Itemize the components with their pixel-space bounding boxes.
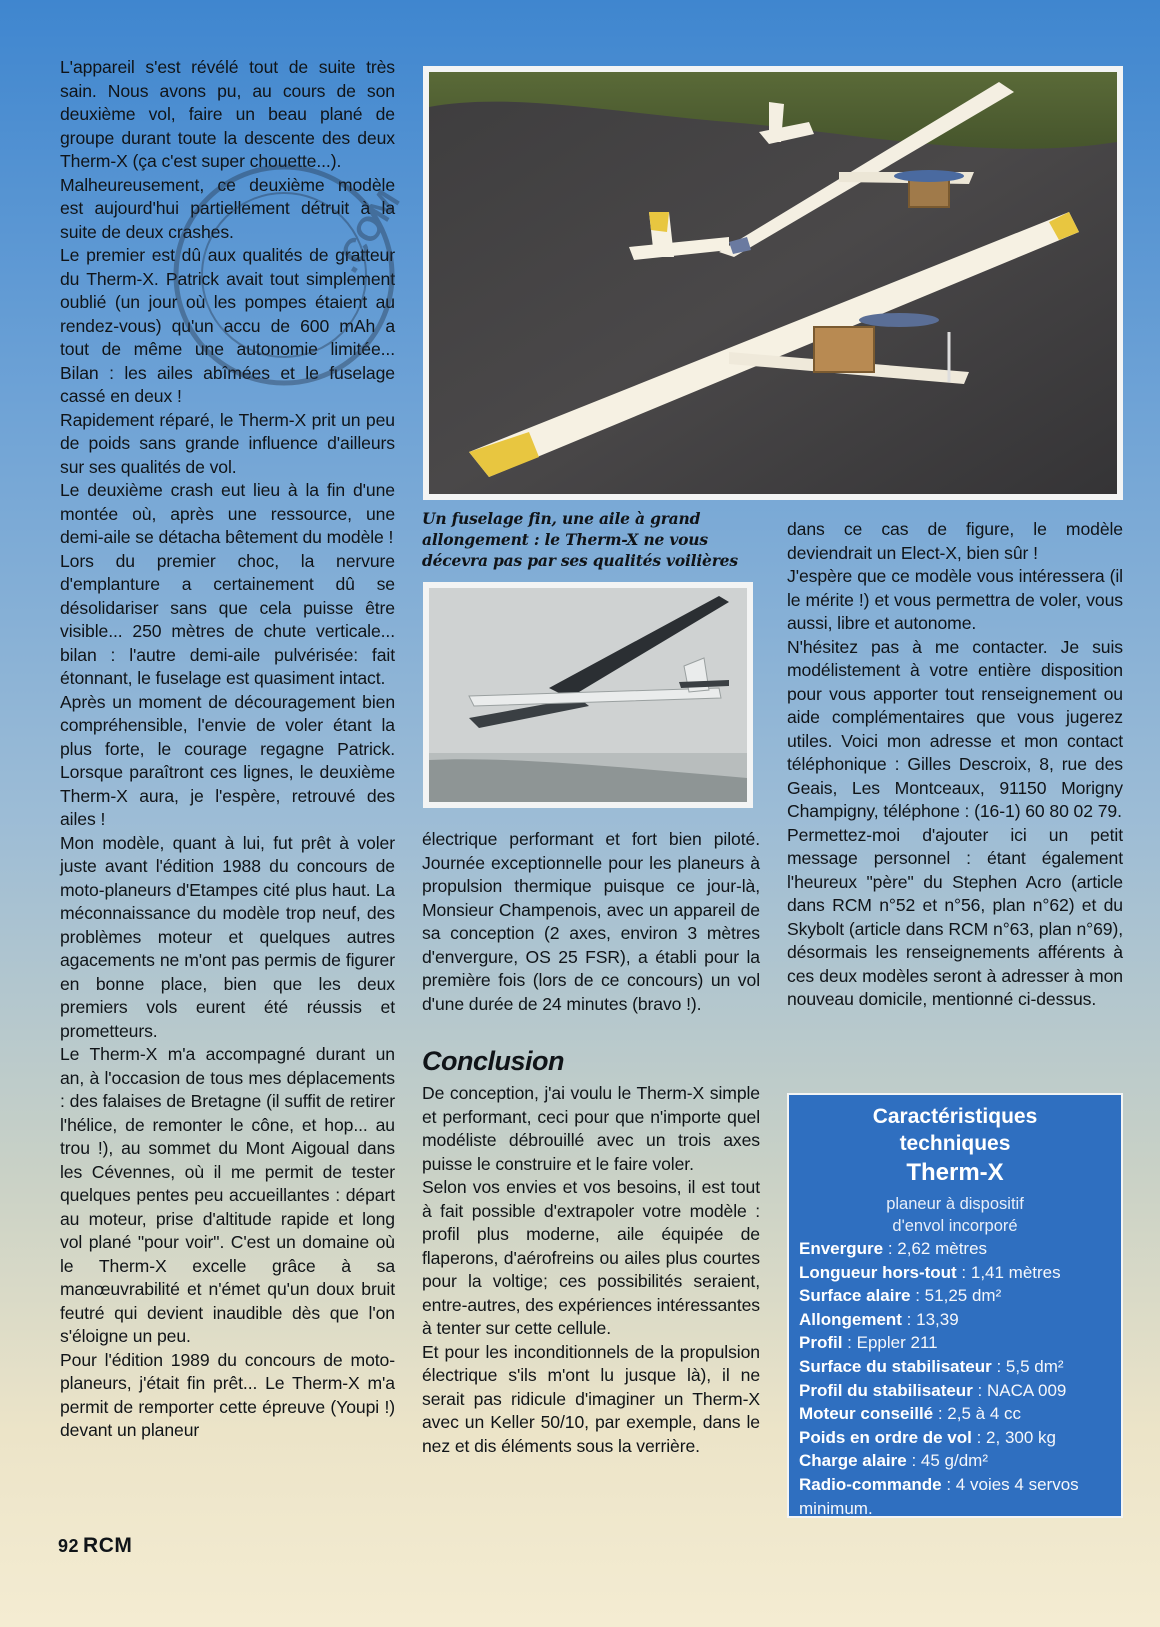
paragraph: Malheureusement, ce deuxième modèle est aujourd'hui partiellement détruit à la suite de deux crashes. <box>60 174 395 242</box>
spec-value: : 13,39 <box>901 1309 959 1329</box>
spec-label: Profil du stabilisateur <box>799 1380 973 1400</box>
spec-label: Surface alaire <box>799 1286 911 1306</box>
specs-model-name: Therm-X <box>906 1159 1004 1186</box>
paragraph: Le Therm-X m'a accompagné durant un an, à l'occasion de tous mes déplacements : des falaises de Bretagne (il suffit de retirer l'hélice, de remonter le cône, et hop... au trou !), au sommet du Mont Aigoual dans les Cévennes, où il me permit de tester quelques pentes peu accueillantes : départ au moteur, prise d'altitude rapide et long vol plané "pour voir". C'est un domaine où le Therm-X excelle grâce à sa manœuvrabilité et n'émet qu'un doux bruit feutré qui devient inaudible dès que l'on s'éloigne un peu. <box>60 1044 395 1346</box>
caption-line: allongement : le Therm-X ne vous <box>422 530 708 549</box>
spec-row-profil-stab <box>799 1379 1111 1403</box>
article-column-1 <box>60 56 395 1443</box>
specs-subtitle-line: planeur à dispositif <box>886 1195 1024 1213</box>
page-number: 92 <box>58 1536 80 1556</box>
paragraph: Et pour les inconditionnels de la propulsion électrique s'ils m'ont lu jusque là), il ne serait pas ridicule d'imaginer un Therm-X avec un Keller 50/10, par exemple, dans le nez et dis éléments sous la verrière. <box>422 1341 760 1456</box>
paragraph: J'espère que ce modèle vous intéressera (il le mérite !) et vous permettra de voler, vous aussi, libre et autonome. <box>787 566 1123 633</box>
paragraph: Mon modèle, quant à lui, fut prêt à voler juste avant l'édition 1988 du concours de moto-planeurs d'Etampes cité plus haut. La méconnaissance du modèle trop neuf, des problèmes moteur et quelques autres agacements ne m'ont pas permis de figurer en bonne place, bien que les deux premiers vols eurent été réussis et prometteurs. <box>60 832 395 1041</box>
caption-line: Un fuselage fin, une aile à grand <box>422 509 701 528</box>
paragraph: dans ce cas de figure, le modèle deviendrait un Elect-X, bien sûr ! <box>787 519 1123 563</box>
paragraph: N'hésitez pas à me contacter. Je suis modélistement à votre entière disposition pour vous apporter tout renseignement ou aide complémentaires que vous jugerez utiles. Voici mon adresse et mon contact téléphonique : Gilles Descroix, 8, rue des Geais, Les Montceaux, 91150 Morigny Champigny, téléphone : (16-1) 60 80 02 79. <box>787 636 1123 821</box>
spec-label: Charge alaire <box>799 1451 907 1471</box>
spec-label: Radio-commande <box>799 1474 942 1494</box>
section-heading-conclusion: Conclusion <box>422 1046 564 1076</box>
spec-label: Longueur hors-tout <box>799 1262 957 1282</box>
spec-row-longueur <box>799 1261 1111 1285</box>
spec-value: : 4 voies 4 servos minimum. <box>799 1474 1079 1518</box>
paragraph: Rapidement réparé, le Therm-X prit un peu de poids sans grande influence d'ailleurs sur ses qualités de vol. <box>60 409 395 477</box>
paragraph: électrique performant et fort bien piloté. Journée exceptionnelle pour les planeurs à propulsion thermique puisque ce jour-là, Monsieur Champenois, avec un appareil de sa conception (2 axes, environ 3 mètres d'envergure, OS 25 FSR), a établi pour la première fois (lors de ce concours) un vol d'une durée de 24 minutes (bravo !). <box>422 829 760 1014</box>
specs-box <box>787 1093 1123 1518</box>
spec-row-surface-alaire <box>799 1284 1111 1308</box>
page-folio <box>58 1534 132 1558</box>
spec-value: : 5,5 dm² <box>991 1356 1064 1376</box>
paragraph: L'appareil s'est révélé tout de suite très sain. Nous avons pu, au cours de son deuxième vol, faire un beau plané de groupe durant toute la descente des deux Therm-X (ça c'est super chouette...). <box>60 57 395 171</box>
spec-value: : 2,62 mètres <box>883 1239 988 1258</box>
spec-value: : 51,25 dm² <box>910 1286 1002 1306</box>
magazine-name: RCM <box>83 1534 133 1557</box>
photo-caption <box>422 508 760 571</box>
article-column-3 <box>787 518 1123 1012</box>
paragraph: Après un moment de découragement bien compréhensible, l'envie de voler étant la plus forte, le courage regagne Patrick. Lorsque paraîtront ces lignes, le deuxième Therm-X aura, je l'espère, retrouvé des ailes ! <box>60 691 395 829</box>
spec-row-envergure <box>799 1237 1111 1261</box>
specs-title <box>799 1103 1111 1157</box>
spec-value: : 2,5 à 4 cc <box>933 1404 1022 1424</box>
photo-gliders-drawing <box>429 72 1117 494</box>
spec-label: Surface du stabilisateur <box>799 1356 992 1376</box>
spec-row-radio <box>799 1473 1111 1520</box>
paragraph: Permettez-moi d'ajouter ici un petit message personnel : étant également l'heureux "père" du Stephen Acro (article dans RCM n°52 et n°56, plan n°62) et du Skybolt (article dans RCM n°63, plan n°69), désormais les renseignements afférents à ces deux modèles seront à adresser à mon nouveau domicile, mentionné ci-dessus. <box>787 824 1123 1009</box>
caption-line: décevra pas par ses qualités voilières <box>422 551 738 570</box>
paragraph: Le deuxième crash eut lieu à la fin d'une montée où, après une ressource, une demi-aile se détacha bêtement du modèle ! <box>60 480 395 547</box>
spec-value: : NACA 009 <box>972 1380 1067 1400</box>
spec-value: : 1,41 mètres <box>956 1262 1061 1282</box>
spec-label: Moteur conseillé <box>799 1404 934 1424</box>
specs-subtitle <box>799 1193 1111 1237</box>
paragraph: Lors du premier choc, la nervure d'emplanture a certainement dû se désolidariser sans que cela puisse être visible... 250 mètres de chute verticale... bilan : l'autre demi-aile pulvérisée: fait étonnant, le fuselage est quasiment intact. <box>60 550 395 688</box>
spec-label: Poids en ordre de vol <box>799 1427 972 1447</box>
spec-label: Profil <box>799 1333 843 1353</box>
paragraph: Pour l'édition 1989 du concours de moto-planeurs, j'était fin prêt... Le Therm-X m'a permit de remporter cette épreuve (Youpi !) devant un planeur <box>60 1349 395 1440</box>
spec-row-surface-stab <box>799 1355 1111 1379</box>
spec-value: : 45 g/dm² <box>906 1451 988 1471</box>
paragraph: Le premier est dû aux qualités de gratteur du Therm-X. Patrick avait tout simplement oublié (un jour où les pompes étaient au rendez-vous) qu'un accu de 600 mAh a tout de même une autonomie limitée... Bilan : les ailes abîmées et le fuselage cassé en deux ! <box>60 245 395 406</box>
spec-row-allongement <box>799 1308 1111 1332</box>
specs-subtitle-line: d'envol incorporé <box>892 1217 1018 1235</box>
spec-row-moteur <box>799 1402 1111 1426</box>
photo-glider-in-flight <box>423 582 753 808</box>
article-column-2 <box>422 828 760 1458</box>
paragraph: Selon vos envies et vos besoins, il est tout à fait possible d'extrapoler votre modèle : profil plus moderne, aile équipée de flaperons, d'aérofreins ou ailes plus courtes pour la voltige; ces possibilités seraient, entre-autres, des expériences intéressantes à tenter sur cette cellule. <box>422 1177 760 1338</box>
spec-row-charge-alaire <box>799 1449 1111 1473</box>
spec-row-profil <box>799 1331 1111 1355</box>
photo-flight-drawing <box>429 588 747 802</box>
spec-label: Envergure <box>799 1239 884 1258</box>
spec-label: Allongement <box>799 1309 902 1329</box>
specs-title-line: techniques <box>899 1132 1011 1155</box>
photo-gliders-on-ground <box>423 66 1123 500</box>
spec-row-poids <box>799 1426 1111 1450</box>
spec-value: : Eppler 211 <box>842 1333 938 1353</box>
spec-value: : 2, 300 kg <box>971 1427 1056 1447</box>
watermark-text: .COM <box>328 183 408 280</box>
paragraph: De conception, j'ai voulu le Therm-X simple et performant, ceci pour que n'importe quel modéliste débrouillé avec un trois axes puisse le construire et le faire voler. <box>422 1083 760 1174</box>
specs-title-line: Caractéristiques <box>872 1105 1038 1128</box>
